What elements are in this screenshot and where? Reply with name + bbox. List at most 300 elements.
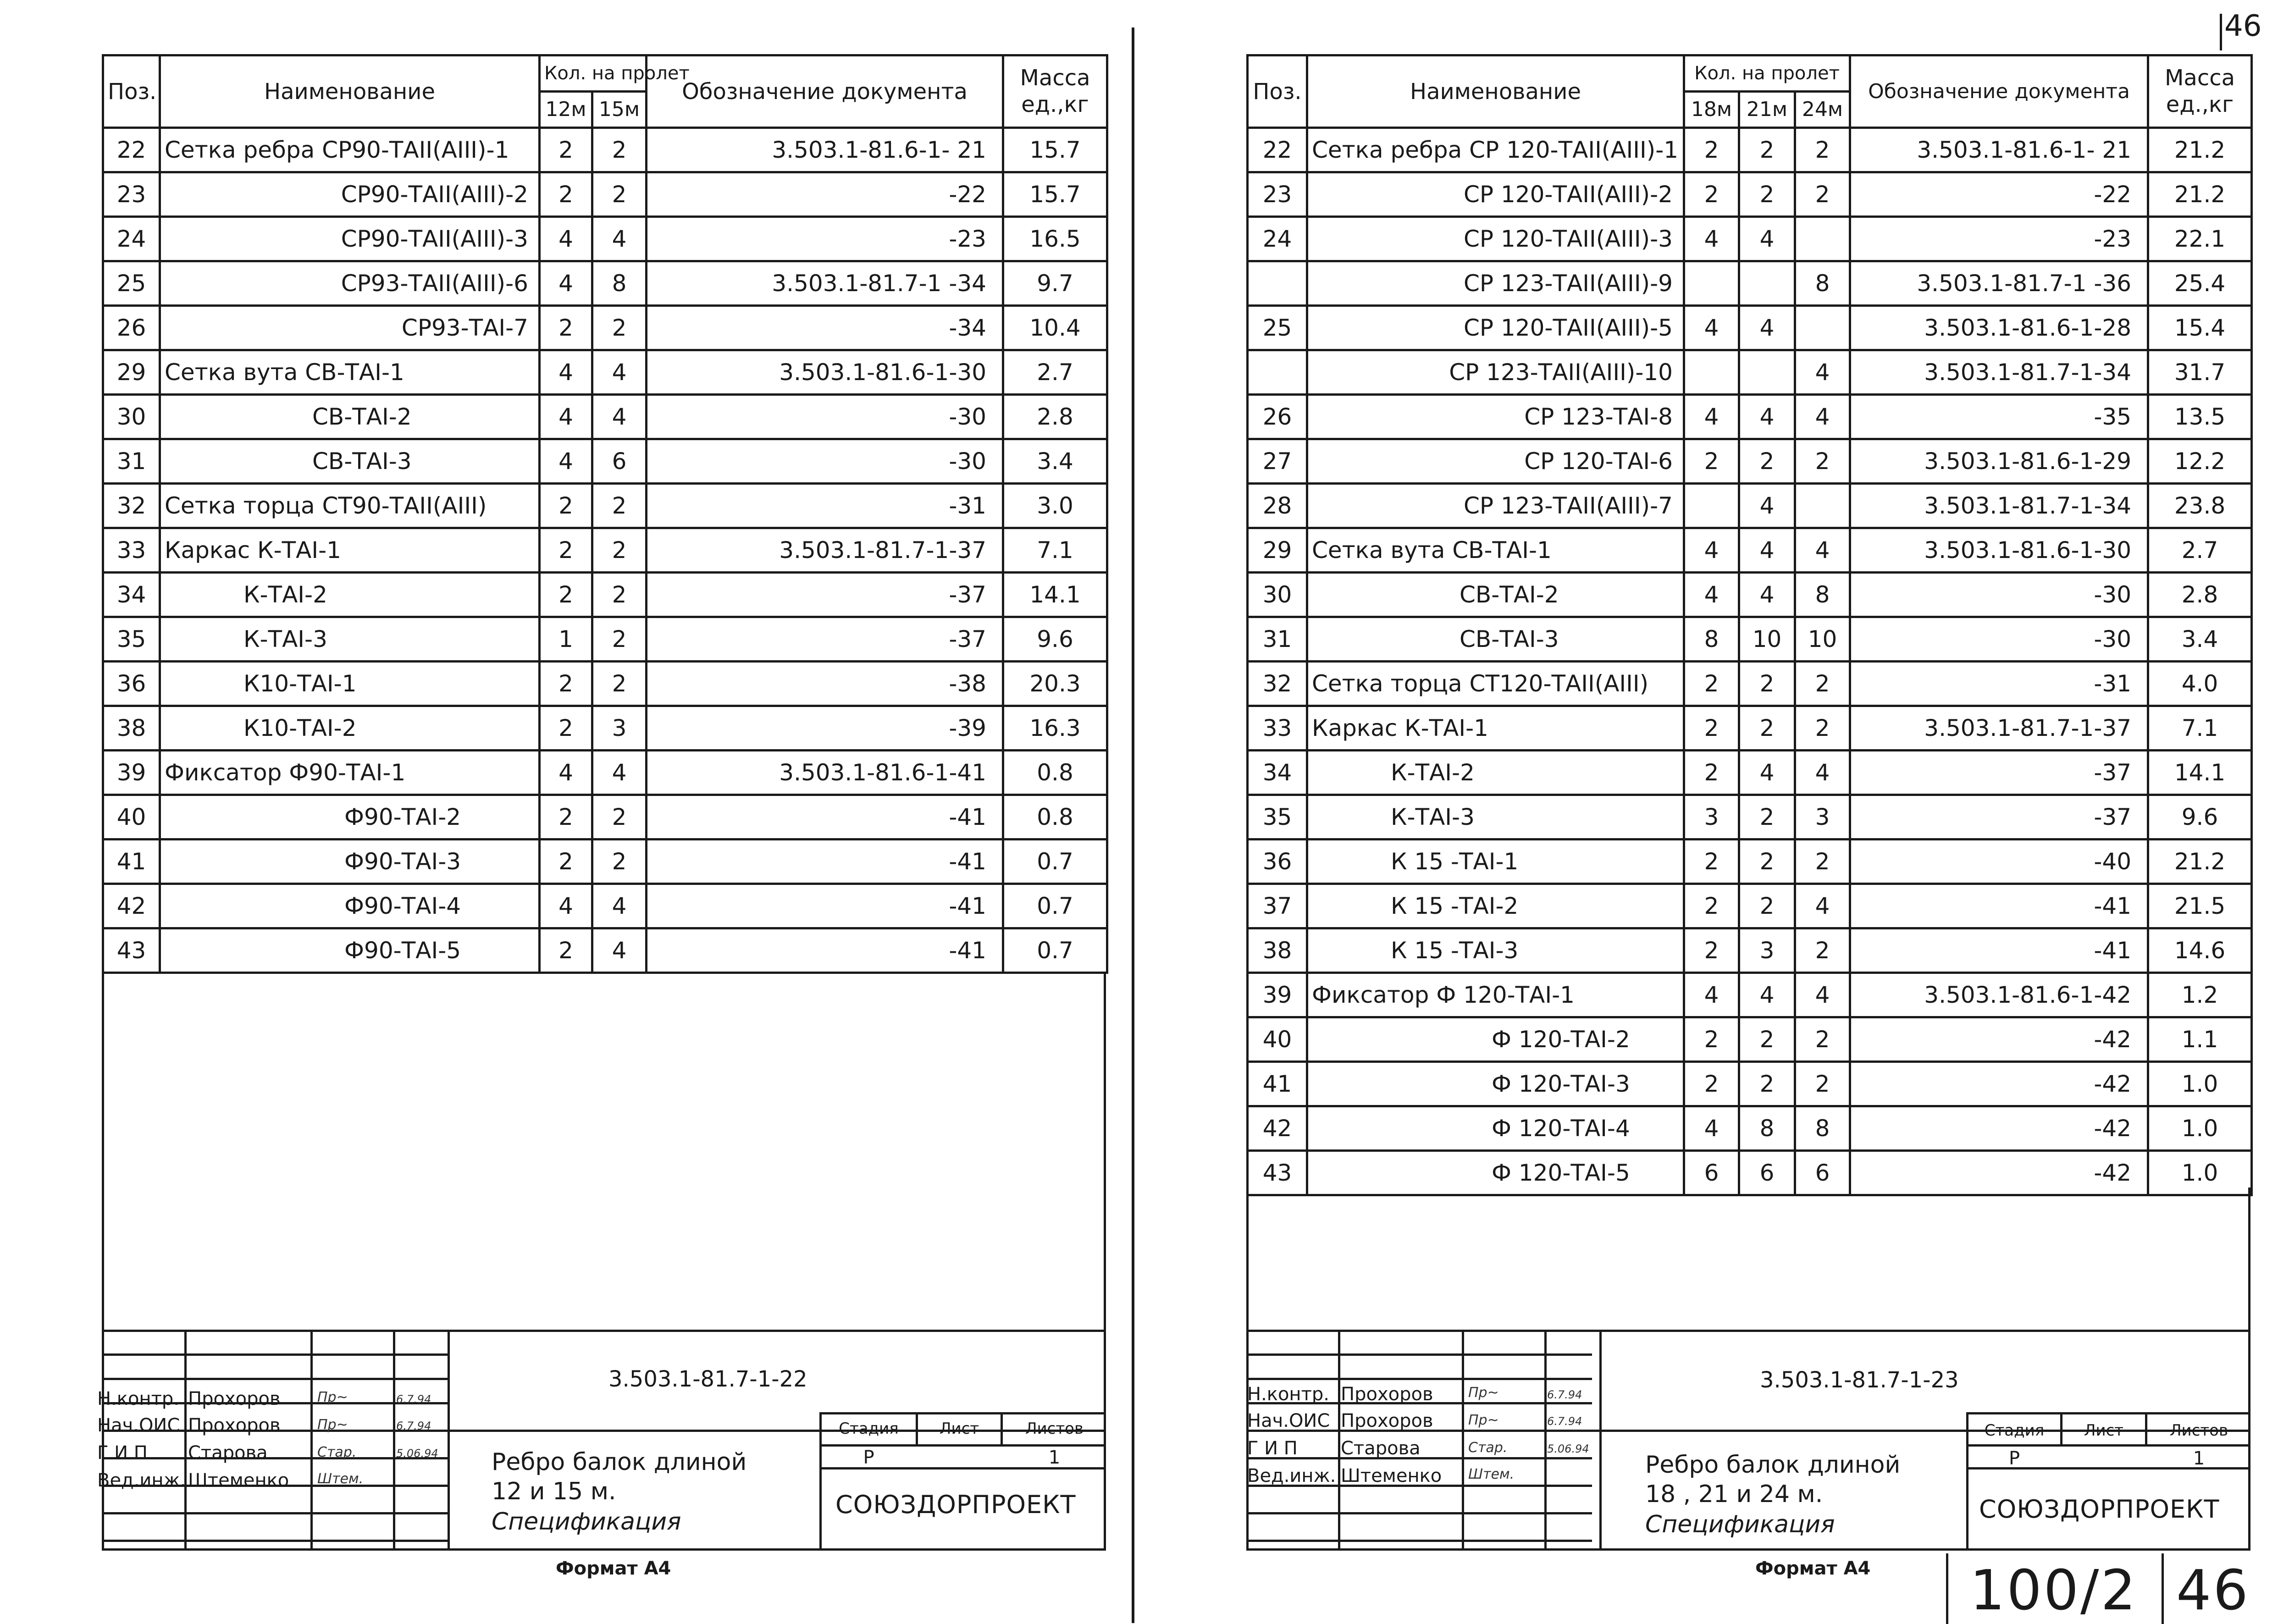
qty-cell: 4 [1684, 528, 1739, 573]
doc-cell: -30 [647, 439, 1003, 484]
qty-cell [1795, 306, 1850, 350]
mass-cell: 1.0 [2148, 1151, 2252, 1195]
pos-cell: 42 [103, 884, 160, 928]
title-block-right [1246, 1330, 2250, 1551]
person-name: Старова [1341, 1438, 1421, 1459]
doc-cell: 3.503.1-81.6-1-42 [1850, 973, 2148, 1017]
qty-cell: 3 [1739, 928, 1795, 973]
qty-cell: 4 [540, 751, 592, 795]
role-label: Нач.ОИС [97, 1415, 180, 1436]
qty-cell: 4 [592, 928, 647, 973]
pos-cell: 23 [103, 172, 160, 217]
qty-cell: 2 [1739, 128, 1795, 172]
table-row [103, 884, 1107, 928]
qty-cell: 2 [1739, 172, 1795, 217]
qty-cell: 4 [592, 884, 647, 928]
right-sheet [1144, 0, 2289, 1624]
mass-cell: 22.1 [2148, 217, 2252, 261]
doc-cell: 3.503.1-81.7-1-37 [1850, 706, 2148, 751]
col-header-pos: Поз. [103, 55, 160, 128]
pos-cell: 23 [1248, 172, 1307, 217]
col-header-doc: Обозначение документа [1850, 55, 2148, 128]
qty-cell: 2 [540, 662, 592, 706]
mass-cell: 9.7 [1003, 261, 1107, 306]
pos-cell: 37 [1248, 884, 1307, 928]
qty-cell: 2 [1795, 128, 1850, 172]
person-name: Прохоров [188, 1415, 281, 1436]
doc-cell: 3.503.1-81.6-1-30 [647, 350, 1003, 395]
pos-cell: 36 [103, 662, 160, 706]
col-header-qty: Кол. на пролет [540, 55, 647, 92]
stage-value: Р [2008, 1448, 2020, 1469]
qty-cell: 2 [1739, 662, 1795, 706]
qty-cell: 4 [1684, 217, 1739, 261]
mass-cell: 7.1 [1003, 528, 1107, 573]
qty-cell: 2 [592, 128, 647, 172]
pos-cell: 22 [103, 128, 160, 172]
doc-cell: -37 [1850, 795, 2148, 840]
table-row [1248, 706, 2252, 751]
qty-cell: 2 [592, 573, 647, 617]
name-cell: СВ-ТАI-2 [160, 395, 540, 439]
sheets-label: Листов [2169, 1421, 2228, 1440]
table-row [103, 617, 1107, 662]
table-row [1248, 439, 2252, 484]
mass-cell: 1.2 [2148, 973, 2252, 1017]
qty-cell: 2 [1795, 706, 1850, 751]
qty-cell: 2 [592, 306, 647, 350]
col-header-span: 21м [1739, 92, 1795, 128]
qty-cell: 2 [592, 172, 647, 217]
qty-cell: 4 [592, 395, 647, 439]
name-cell: К-ТАI-3 [160, 617, 540, 662]
qty-cell: 4 [1684, 573, 1739, 617]
table-row [1248, 884, 2252, 928]
name-cell: СР 120-ТАI-6 [1307, 439, 1684, 484]
qty-cell [1795, 217, 1850, 261]
doc-cell: 3.503.1-81.6-1- 21 [647, 128, 1003, 172]
qty-cell: 4 [540, 439, 592, 484]
qty-cell: 10 [1739, 617, 1795, 662]
qty-cell: 4 [1739, 306, 1795, 350]
doc-cell: -41 [1850, 928, 2148, 973]
signature: Штем. [1468, 1466, 1515, 1482]
table-row [103, 439, 1107, 484]
doc-cell: 3.503.1-81.6-1-28 [1850, 306, 2148, 350]
qty-cell: 2 [540, 528, 592, 573]
drawing-title-line: Ребро балок длиной [1645, 1451, 1901, 1479]
drawing-title-line: Спецификация [492, 1508, 681, 1536]
doc-cell: 3.503.1-81.6-1-30 [1850, 528, 2148, 573]
qty-cell: 4 [1739, 395, 1795, 439]
mass-cell: 0.8 [1003, 751, 1107, 795]
qty-cell: 2 [1739, 884, 1795, 928]
table-row [103, 706, 1107, 751]
doc-cell: -41 [647, 840, 1003, 884]
doc-cell: -34 [647, 306, 1003, 350]
mass-cell: 7.1 [2148, 706, 2252, 751]
left-sheet [0, 0, 1144, 1624]
document-code: 3.503.1-81.7-1-22 [608, 1366, 807, 1392]
qty-cell: 4 [1795, 350, 1850, 395]
title-block-left [97, 1330, 1106, 1551]
name-cell: СР 123-ТАII(АIII)-7 [1307, 484, 1684, 528]
qty-cell: 6 [1795, 1151, 1850, 1195]
pos-cell: 43 [103, 928, 160, 973]
role-label: Нач.ОИС [1247, 1410, 1330, 1431]
mass-cell: 9.6 [1003, 617, 1107, 662]
name-cell: СР 120-ТАII(АIII)-5 [1307, 306, 1684, 350]
sheets-value: 1 [1048, 1447, 1061, 1468]
mass-cell: 14.6 [2148, 928, 2252, 973]
mass-cell: 9.6 [2148, 795, 2252, 840]
pos-cell: 43 [1248, 1151, 1307, 1195]
doc-cell: 3.503.1-81.6-1-41 [647, 751, 1003, 795]
doc-cell: 3.503.1-81.7-1 -34 [647, 261, 1003, 306]
mass-cell: 2.7 [1003, 350, 1107, 395]
album-number: 100/2 [1970, 1559, 2138, 1623]
qty-cell: 2 [1684, 751, 1739, 795]
name-cell: Сетка ребра СР90-ТАII(АIII)-1 [160, 128, 540, 172]
mass-cell: 3.4 [1003, 439, 1107, 484]
qty-cell: 4 [1795, 973, 1850, 1017]
qty-cell: 8 [1739, 1106, 1795, 1151]
doc-cell: -39 [647, 706, 1003, 751]
qty-cell: 4 [540, 350, 592, 395]
table-row [103, 751, 1107, 795]
qty-cell [1684, 350, 1739, 395]
name-cell: СР93-ТАII(АIII)-6 [160, 261, 540, 306]
spec-table-right [1246, 54, 2253, 1196]
pos-cell: 31 [1248, 617, 1307, 662]
name-cell: Сетка вута СВ-ТАI-1 [160, 350, 540, 395]
name-cell: Ф90-ТАI-2 [160, 795, 540, 840]
qty-cell: 2 [1795, 439, 1850, 484]
mass-cell: 1.0 [2148, 1106, 2252, 1151]
mass-cell: 13.5 [2148, 395, 2252, 439]
mass-cell: 0.7 [1003, 840, 1107, 884]
sheet-label: Лист [2084, 1421, 2124, 1440]
name-cell: Сетка торца СТ90-ТАII(АIII) [160, 484, 540, 528]
mass-cell: 0.8 [1003, 795, 1107, 840]
person-name: Прохоров [1341, 1410, 1433, 1431]
doc-cell: -40 [1850, 840, 2148, 884]
pos-cell: 40 [1248, 1017, 1307, 1062]
pos-cell: 32 [1248, 662, 1307, 706]
qty-cell: 2 [592, 795, 647, 840]
col-header-span: 15м [592, 92, 647, 128]
qty-cell: 4 [592, 751, 647, 795]
name-cell: Каркас К-ТАI-1 [1307, 706, 1684, 751]
stage-label: Стадия [839, 1420, 899, 1438]
doc-cell: -42 [1850, 1106, 2148, 1151]
stage-value: Р [863, 1447, 874, 1468]
page-number-tick [2220, 14, 2222, 50]
name-cell: СВ-ТАI-3 [160, 439, 540, 484]
table-row [103, 350, 1107, 395]
table-row [103, 395, 1107, 439]
pos-cell: 25 [103, 261, 160, 306]
qty-cell [1739, 261, 1795, 306]
pos-cell: 24 [1248, 217, 1307, 261]
mass-cell: 23.8 [2148, 484, 2252, 528]
qty-cell: 4 [1795, 395, 1850, 439]
qty-cell: 4 [1684, 973, 1739, 1017]
doc-cell: -38 [647, 662, 1003, 706]
pos-cell [1248, 350, 1307, 395]
qty-cell: 8 [1795, 261, 1850, 306]
qty-cell: 4 [1795, 528, 1850, 573]
doc-cell: 3.503.1-81.6-1-29 [1850, 439, 2148, 484]
col-header-pos: Поз. [1248, 55, 1307, 128]
col-header-span: 12м [540, 92, 592, 128]
person-name: Штеменко [188, 1470, 289, 1491]
spec-rows-left [103, 128, 1107, 973]
qty-cell: 2 [1739, 795, 1795, 840]
signature: Пр~ [317, 1389, 348, 1405]
qty-cell: 8 [592, 261, 647, 306]
qty-cell: 2 [1739, 439, 1795, 484]
doc-cell: -37 [1850, 751, 2148, 795]
doc-cell: -23 [1850, 217, 2148, 261]
qty-cell: 2 [540, 306, 592, 350]
qty-cell: 4 [540, 395, 592, 439]
format-label: Формат А4 [1755, 1558, 1871, 1579]
pos-cell: 31 [103, 439, 160, 484]
name-cell: Ф90-ТАI-5 [160, 928, 540, 973]
qty-cell: 3 [592, 706, 647, 751]
name-cell: К10-ТАI-1 [160, 662, 540, 706]
doc-cell: 3.503.1-81.7-1 -36 [1850, 261, 2148, 306]
role-label: Г И П [97, 1442, 148, 1464]
name-cell: Ф 120-ТАI-5 [1307, 1151, 1684, 1195]
qty-cell: 3 [1684, 795, 1739, 840]
sheet-label: Лист [939, 1420, 979, 1438]
name-cell: СР 120-ТАII(АIII)-3 [1307, 217, 1684, 261]
qty-cell: 2 [1684, 928, 1739, 973]
qty-cell: 2 [1684, 439, 1739, 484]
pos-cell: 26 [1248, 395, 1307, 439]
name-cell: Ф90-ТАI-4 [160, 884, 540, 928]
qty-cell: 2 [592, 528, 647, 573]
qty-cell: 2 [592, 662, 647, 706]
name-cell: СР 123-ТАI-8 [1307, 395, 1684, 439]
pos-cell: 35 [1248, 795, 1307, 840]
table-row [103, 217, 1107, 261]
table-row [103, 840, 1107, 884]
name-cell: К-ТАI-2 [160, 573, 540, 617]
col-header-mass: Масса ед.,кг [2148, 55, 2252, 128]
qty-cell: 4 [540, 217, 592, 261]
person-name: Штеменко [1341, 1465, 1442, 1486]
mass-cell: 0.7 [1003, 884, 1107, 928]
qty-cell: 2 [1795, 1062, 1850, 1106]
mass-cell: 1.1 [2148, 1017, 2252, 1062]
table-row [103, 928, 1107, 973]
col-header-name: Наименование [1307, 55, 1684, 128]
sign-date: 5.06.94 [1547, 1442, 1589, 1455]
qty-cell: 2 [1739, 706, 1795, 751]
name-cell: СР93-ТАI-7 [160, 306, 540, 350]
qty-cell: 4 [1739, 751, 1795, 795]
name-cell: СВ-ТАI-2 [1307, 573, 1684, 617]
name-cell: СР90-ТАII(АIII)-3 [160, 217, 540, 261]
qty-cell: 8 [1795, 1106, 1850, 1151]
pos-cell: 41 [103, 840, 160, 884]
qty-cell: 6 [1739, 1151, 1795, 1195]
person-name: Прохоров [188, 1388, 281, 1409]
pos-cell: 34 [1248, 751, 1307, 795]
qty-cell: 4 [592, 217, 647, 261]
table-row [1248, 172, 2252, 217]
pos-cell: 29 [103, 350, 160, 395]
table-row [1248, 928, 2252, 973]
name-cell: СР 120-ТАII(АIII)-2 [1307, 172, 1684, 217]
name-cell: К 15 -ТАI-2 [1307, 884, 1684, 928]
sign-date: 6.7.94 [396, 1420, 431, 1432]
person-name: Старова [188, 1442, 268, 1464]
pos-cell: 33 [103, 528, 160, 573]
album-page-number: 46 [2176, 1559, 2250, 1623]
col-header-doc: Обозначение документа [647, 55, 1003, 128]
col-header-mass: Масса ед.,кг [1003, 55, 1107, 128]
table-row [103, 528, 1107, 573]
pos-cell: 34 [103, 573, 160, 617]
name-cell: СР 123-ТАII(АIII)-10 [1307, 350, 1684, 395]
doc-cell: -30 [1850, 573, 2148, 617]
pos-cell: 38 [103, 706, 160, 751]
name-cell: Фиксатор Ф 120-ТАI-1 [1307, 973, 1684, 1017]
doc-cell: -42 [1850, 1062, 2148, 1106]
doc-cell: -22 [1850, 172, 2148, 217]
document-code: 3.503.1-81.7-1-23 [1760, 1367, 1959, 1393]
signature: Штем. [317, 1471, 364, 1487]
qty-cell: 2 [1739, 840, 1795, 884]
qty-cell: 10 [1795, 617, 1850, 662]
qty-cell: 2 [1684, 128, 1739, 172]
name-cell: СР 123-ТАII(АIII)-9 [1307, 261, 1684, 306]
col-header-span: 18м [1684, 92, 1739, 128]
spec-rows-right [1248, 128, 2252, 1195]
name-cell: Ф 120-ТАI-2 [1307, 1017, 1684, 1062]
role-label: Вед.инж. [1247, 1465, 1336, 1486]
pos-cell [1248, 261, 1307, 306]
qty-cell: 2 [592, 840, 647, 884]
pos-cell: 28 [1248, 484, 1307, 528]
table-row [1248, 306, 2252, 350]
col-header-name: Наименование [160, 55, 540, 128]
mass-cell: 15.7 [1003, 172, 1107, 217]
qty-cell: 6 [592, 439, 647, 484]
table-row [1248, 484, 2252, 528]
qty-cell: 2 [1684, 706, 1739, 751]
qty-cell: 4 [1739, 217, 1795, 261]
table-row [103, 306, 1107, 350]
pos-cell: 30 [103, 395, 160, 439]
pos-cell: 40 [103, 795, 160, 840]
qty-cell: 4 [1739, 528, 1795, 573]
name-cell: Сетка ребра СР 120-ТАII(АIII)-1 [1307, 128, 1684, 172]
name-cell: К 15 -ТАI-1 [1307, 840, 1684, 884]
qty-cell: 2 [1684, 1062, 1739, 1106]
table-row [1248, 573, 2252, 617]
signature: Пр~ [1468, 1412, 1499, 1428]
sign-date: 6.7.94 [1547, 1388, 1582, 1401]
role-label: Вед.инж. [97, 1470, 186, 1491]
qty-cell: 2 [1795, 662, 1850, 706]
table-row [1248, 350, 2252, 395]
name-cell: Каркас К-ТАI-1 [160, 528, 540, 573]
name-cell: Сетка торца СТ120-ТАII(АIII) [1307, 662, 1684, 706]
qty-cell: 4 [540, 884, 592, 928]
qty-cell: 4 [1739, 484, 1795, 528]
qty-cell: 2 [1739, 1017, 1795, 1062]
pos-cell: 27 [1248, 439, 1307, 484]
page-number-top: 46 [2224, 9, 2262, 43]
qty-cell: 2 [1684, 662, 1739, 706]
mass-cell: 2.8 [2148, 573, 2252, 617]
table-row [103, 573, 1107, 617]
name-cell: Фиксатор Ф90-ТАI-1 [160, 751, 540, 795]
pos-cell: 26 [103, 306, 160, 350]
pos-cell: 36 [1248, 840, 1307, 884]
mass-cell: 21.2 [2148, 840, 2252, 884]
table-row [1248, 528, 2252, 573]
name-cell: СВ-ТАI-3 [1307, 617, 1684, 662]
doc-cell: -37 [647, 617, 1003, 662]
mass-cell: 15.7 [1003, 128, 1107, 172]
mass-cell: 3.4 [2148, 617, 2252, 662]
name-cell: СР90-ТАII(АIII)-2 [160, 172, 540, 217]
sign-date: 5.06.94 [396, 1447, 438, 1460]
pos-cell: 41 [1248, 1062, 1307, 1106]
sheets-label: Листов [1025, 1420, 1084, 1438]
organization: СОЮЗДОРПРОЕКТ [835, 1490, 1076, 1519]
qty-cell: 2 [1795, 172, 1850, 217]
sheets-value: 1 [2193, 1448, 2205, 1469]
table-row [1248, 128, 2252, 172]
stage-label: Стадия [1984, 1421, 2045, 1440]
qty-cell: 6 [1684, 1151, 1739, 1195]
qty-cell: 4 [1684, 395, 1739, 439]
table-row [1248, 751, 2252, 795]
format-label: Формат А4 [556, 1558, 671, 1579]
drawing-title-line: Ребро балок длиной [492, 1448, 747, 1476]
table-row [1248, 795, 2252, 840]
qty-cell: 8 [1795, 573, 1850, 617]
name-cell: Ф 120-ТАI-4 [1307, 1106, 1684, 1151]
pos-cell: 22 [1248, 128, 1307, 172]
mass-cell: 21.2 [2148, 128, 2252, 172]
center-fold-line [1132, 28, 1134, 1623]
name-cell: К 15 -ТАI-3 [1307, 928, 1684, 973]
pos-cell: 24 [103, 217, 160, 261]
qty-cell: 2 [592, 484, 647, 528]
signature: Стар. [317, 1444, 357, 1460]
name-cell: Сетка вута СВ-ТАI-1 [1307, 528, 1684, 573]
mass-cell: 15.4 [2148, 306, 2252, 350]
qty-cell: 2 [540, 172, 592, 217]
doc-cell: -35 [1850, 395, 2148, 439]
pos-cell: 30 [1248, 573, 1307, 617]
mass-cell: 20.3 [1003, 662, 1107, 706]
name-cell: К-ТАI-2 [1307, 751, 1684, 795]
col-header-span: 24м [1795, 92, 1850, 128]
mass-cell: 25.4 [2148, 261, 2252, 306]
name-cell: К10-ТАI-2 [160, 706, 540, 751]
qty-cell [1795, 484, 1850, 528]
qty-cell: 2 [1684, 884, 1739, 928]
